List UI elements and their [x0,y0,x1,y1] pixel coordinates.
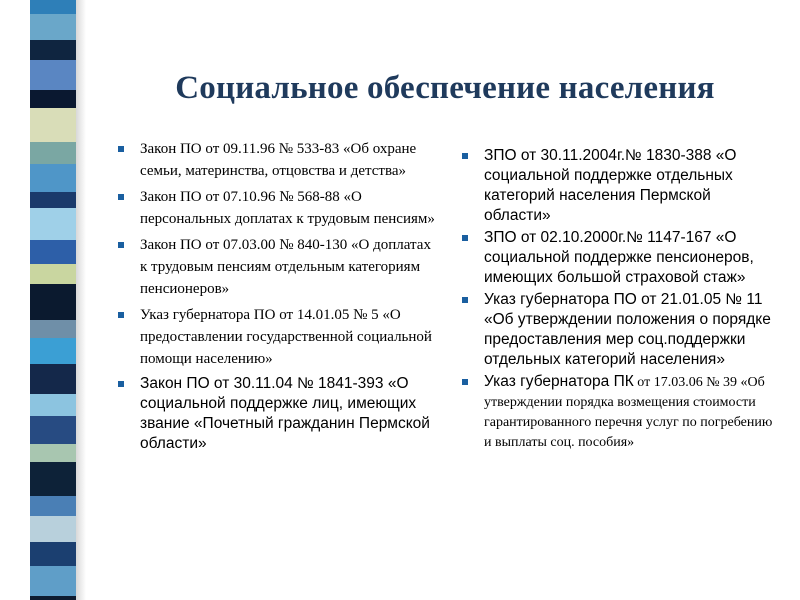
stripe-segment [30,394,76,416]
list-item [460,290,780,370]
square-bullet-icon [462,235,468,241]
list-item-text: Закон ПО от 07.03.00 № 840-130 «О доплатах к трудовым пенсиям отдельным категориям пенсионеров» [140,237,431,297]
list-item [460,372,780,453]
left-law-list [116,138,436,456]
list-item-text: Закон ПО от 09.11.96 № 533-83 «Об охране семьи, материнства, отцовства и детства» [140,141,417,179]
list-item [116,186,436,230]
stripe-segment [30,0,76,14]
stripe-segment [30,60,76,90]
stripe-segment [30,192,76,208]
decorative-stripe-bar [30,0,76,600]
list-item-prefix: Указ губернатора ПК [484,373,634,390]
stripe-segment [30,164,76,192]
list-item-text: ЗПО от 02.10.2000г.№ 1147-167 «О социальной поддержке пенсионеров, имеющих большой страховой стаж» [484,229,754,286]
list-item-text: Указ губернатора ПО от 14.01.05 № 5 «О предоставлении государственной социальной помощи населению» [140,307,432,367]
list-item-text: Закон ПО от 30.11.04 № 1841-393 «О социальной поддержке лиц, имеющих звание «Почетный гражданин Пермской области» [140,375,430,452]
square-bullet-icon [118,242,124,248]
stripe-segment [30,516,76,542]
square-bullet-icon [118,194,124,200]
square-bullet-icon [118,146,124,152]
stripe-segment [30,338,76,364]
square-bullet-icon [462,297,468,303]
square-bullet-icon [118,381,124,387]
list-item-text: Закон ПО от 07.10.96 № 568-88 «О персональных доплатах к трудовым пенсиям» [140,189,435,227]
stripe-segment [30,320,76,338]
list-item-text: ЗПО от 30.11.2004г.№ 1830-388 «О социальной поддержке отдельных категорий населения Пермской области» [484,147,737,224]
list-item [116,138,436,182]
stripe-segment [30,90,76,108]
list-item [116,234,436,300]
stripe-segment [30,14,76,40]
list-item-text: от 17.03.06 № 39 «Об утверждении порядка возмещения стоимости гарантированного перечня услуг по погребению и выплаты соц. пособия» [484,375,773,450]
list-item [460,146,780,226]
list-item-text: Указ губернатора ПО от 21.01.05 № 11 «Об утверждении положения о порядке предоставления мер соц.поддержки отдельных категорий населения» [484,291,771,368]
list-item [116,304,436,370]
stripe-segment [30,542,76,566]
stripe-segment [30,462,76,496]
stripe-segment [30,208,76,240]
stripe-segment [30,566,76,596]
square-bullet-icon [118,312,124,318]
stripe-segment [30,416,76,444]
stripe-segment [30,240,76,264]
list-item [460,228,780,288]
list-item [116,374,436,454]
square-bullet-icon [462,379,468,385]
stripe-shadow [76,0,86,600]
stripe-segment [30,596,76,600]
stripe-segment [30,496,76,516]
right-law-list [460,146,780,453]
page-title: Социальное обеспечение населения [175,70,715,106]
stripe-segment [30,444,76,462]
stripe-segment [30,108,76,142]
stripe-segment [30,364,76,394]
stripe-segment [30,264,76,284]
stripe-segment [30,142,76,164]
stripe-segment [30,284,76,320]
square-bullet-icon [462,153,468,159]
stripe-segment [30,40,76,60]
